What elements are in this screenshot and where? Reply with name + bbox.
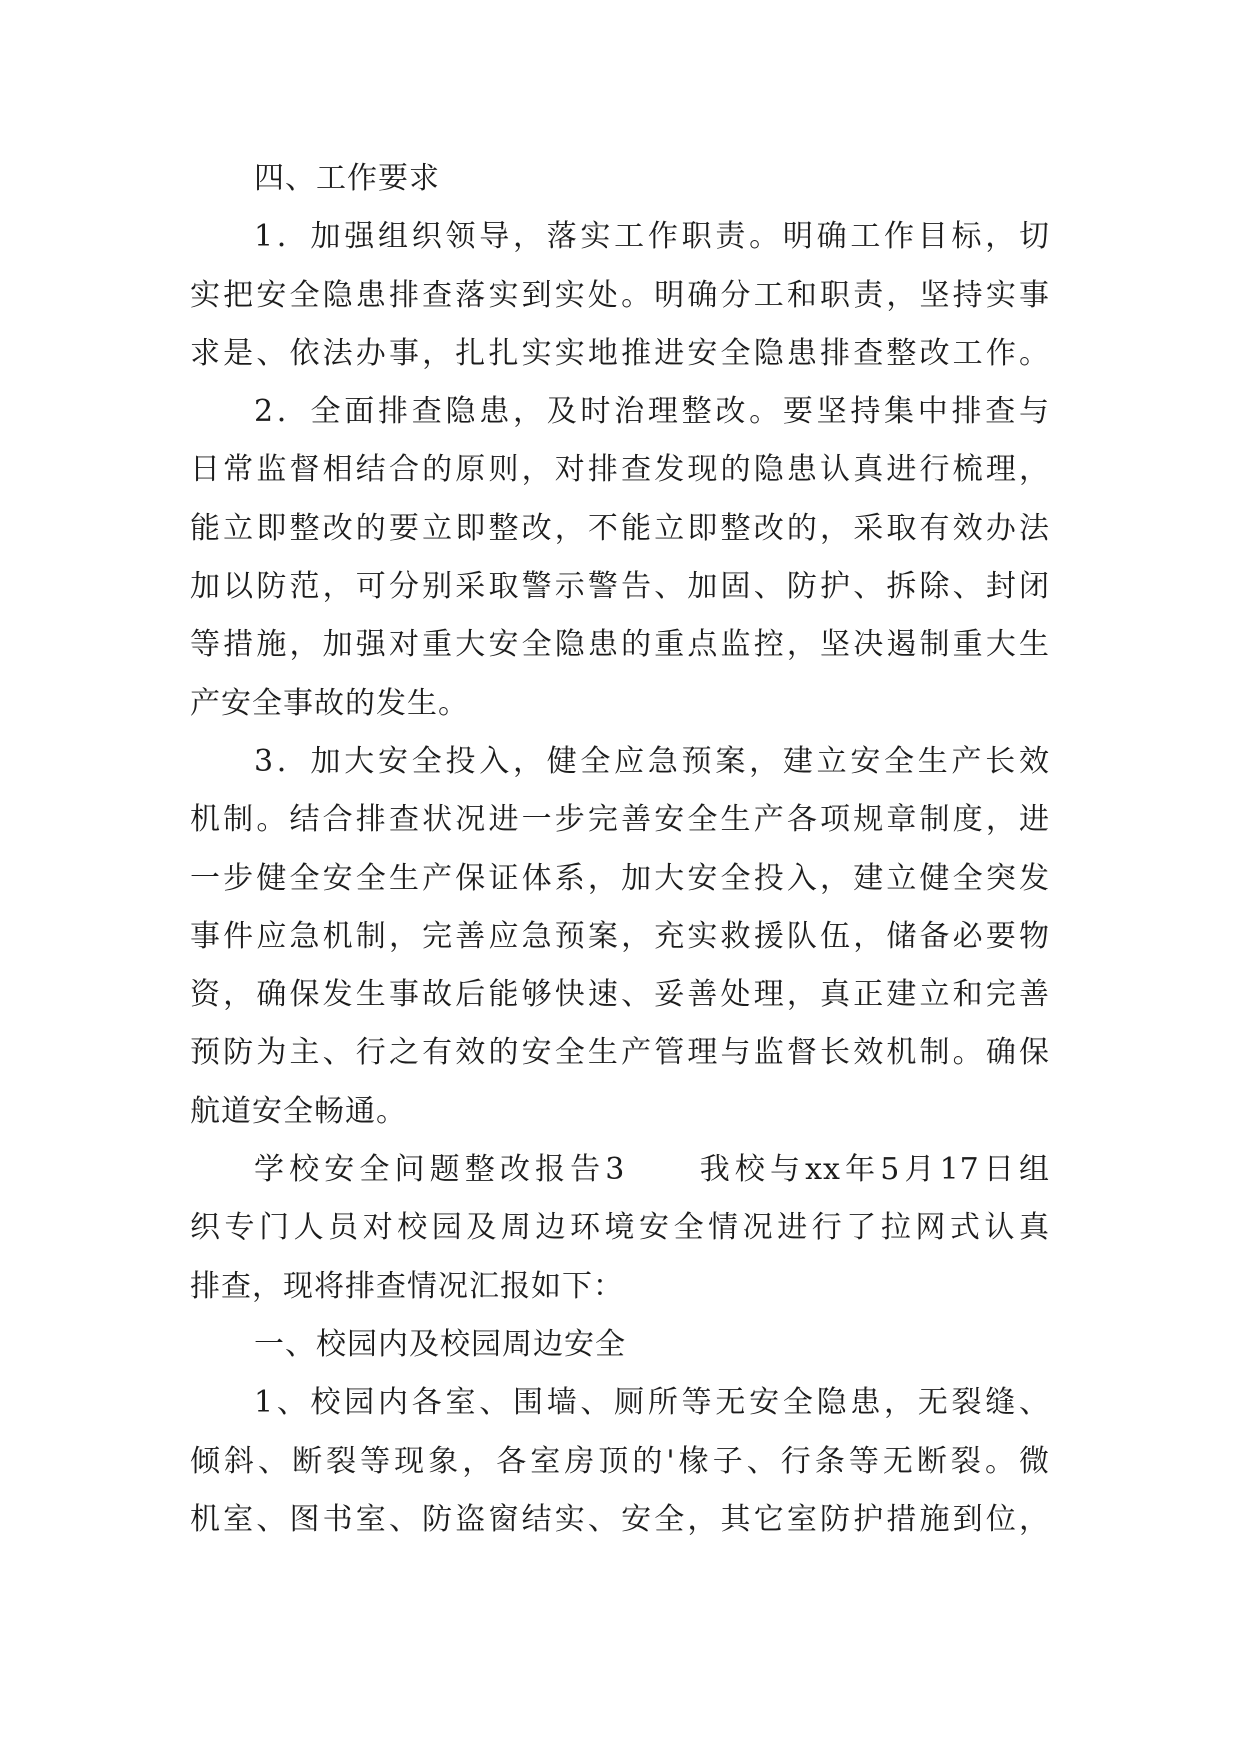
paragraph-line: 1．加强组织领导，落实工作职责。明确工作目标，切: [254, 219, 1050, 255]
paragraph-line: 预防为主、行之有效的安全生产管理与监督长效机制。确保: [190, 1035, 1050, 1071]
section-heading: 一、校园内及校园周边安全: [254, 1326, 626, 1362]
paragraph-line: 事件应急机制，完善应急预案，充实救援队伍，储备必要物: [190, 918, 1050, 954]
paragraph-line: 3．加大安全投入，健全应急预案，建立安全生产长效: [254, 743, 1050, 779]
document-body: [190, 150, 1050, 1549]
paragraph-line: 实把安全隐患排查落实到实处。明确分工和职责，坚持实事: [190, 277, 1050, 313]
paragraph-line: 机室、图书室、防盗窗结实、安全，其它室防护措施到位，: [190, 1501, 1050, 1537]
paragraph-line: 一步健全安全生产保证体系，加大安全投入，建立健全突发: [190, 860, 1050, 896]
paragraph-line: 机制。结合排查状况进一步完善安全生产各项规章制度，进: [190, 802, 1050, 838]
paragraph-line: 加以防范，可分别采取警示警告、加固、防护、拆除、封闭: [190, 569, 1050, 605]
paragraph-line: 排查，现将排查情况汇报如下：: [190, 1268, 624, 1304]
report-title-line: 学校安全问题整改报告3 我校与xx年5月17日组: [254, 1152, 1050, 1188]
paragraph-line: 1、校园内各室、围墙、厕所等无安全隐患，无裂缝、: [254, 1385, 1050, 1421]
paragraph-line: 等措施，加强对重大安全隐患的重点监控，坚决遏制重大生: [190, 627, 1050, 663]
paragraph-line: 资，确保发生事故后能够快速、妥善处理，真正建立和完善: [190, 977, 1050, 1013]
paragraph-line: 日常监督相结合的原则，对排查发现的隐患认真进行梳理，: [190, 452, 1050, 488]
paragraph-line: 能立即整改的要立即整改，不能立即整改的，采取有效办法: [190, 510, 1050, 546]
paragraph-line: 织专门人员对校园及周边环境安全情况进行了拉网式认真: [190, 1210, 1050, 1246]
paragraph-line: 倾斜、断裂等现象，各室房顶的'椽子、行条等无断裂。微: [190, 1443, 1050, 1479]
paragraph-line: 求是、依法办事，扎扎实实地推进安全隐患排查整改工作。: [190, 335, 1050, 371]
section-heading: 四、工作要求: [254, 161, 440, 196]
paragraph-line: 航道安全畅通。: [190, 1093, 407, 1129]
paragraph-line: 2．全面排查隐患，及时治理整改。要坚持集中排查与: [254, 394, 1050, 430]
paragraph-line: 产安全事故的发生。: [190, 685, 469, 721]
